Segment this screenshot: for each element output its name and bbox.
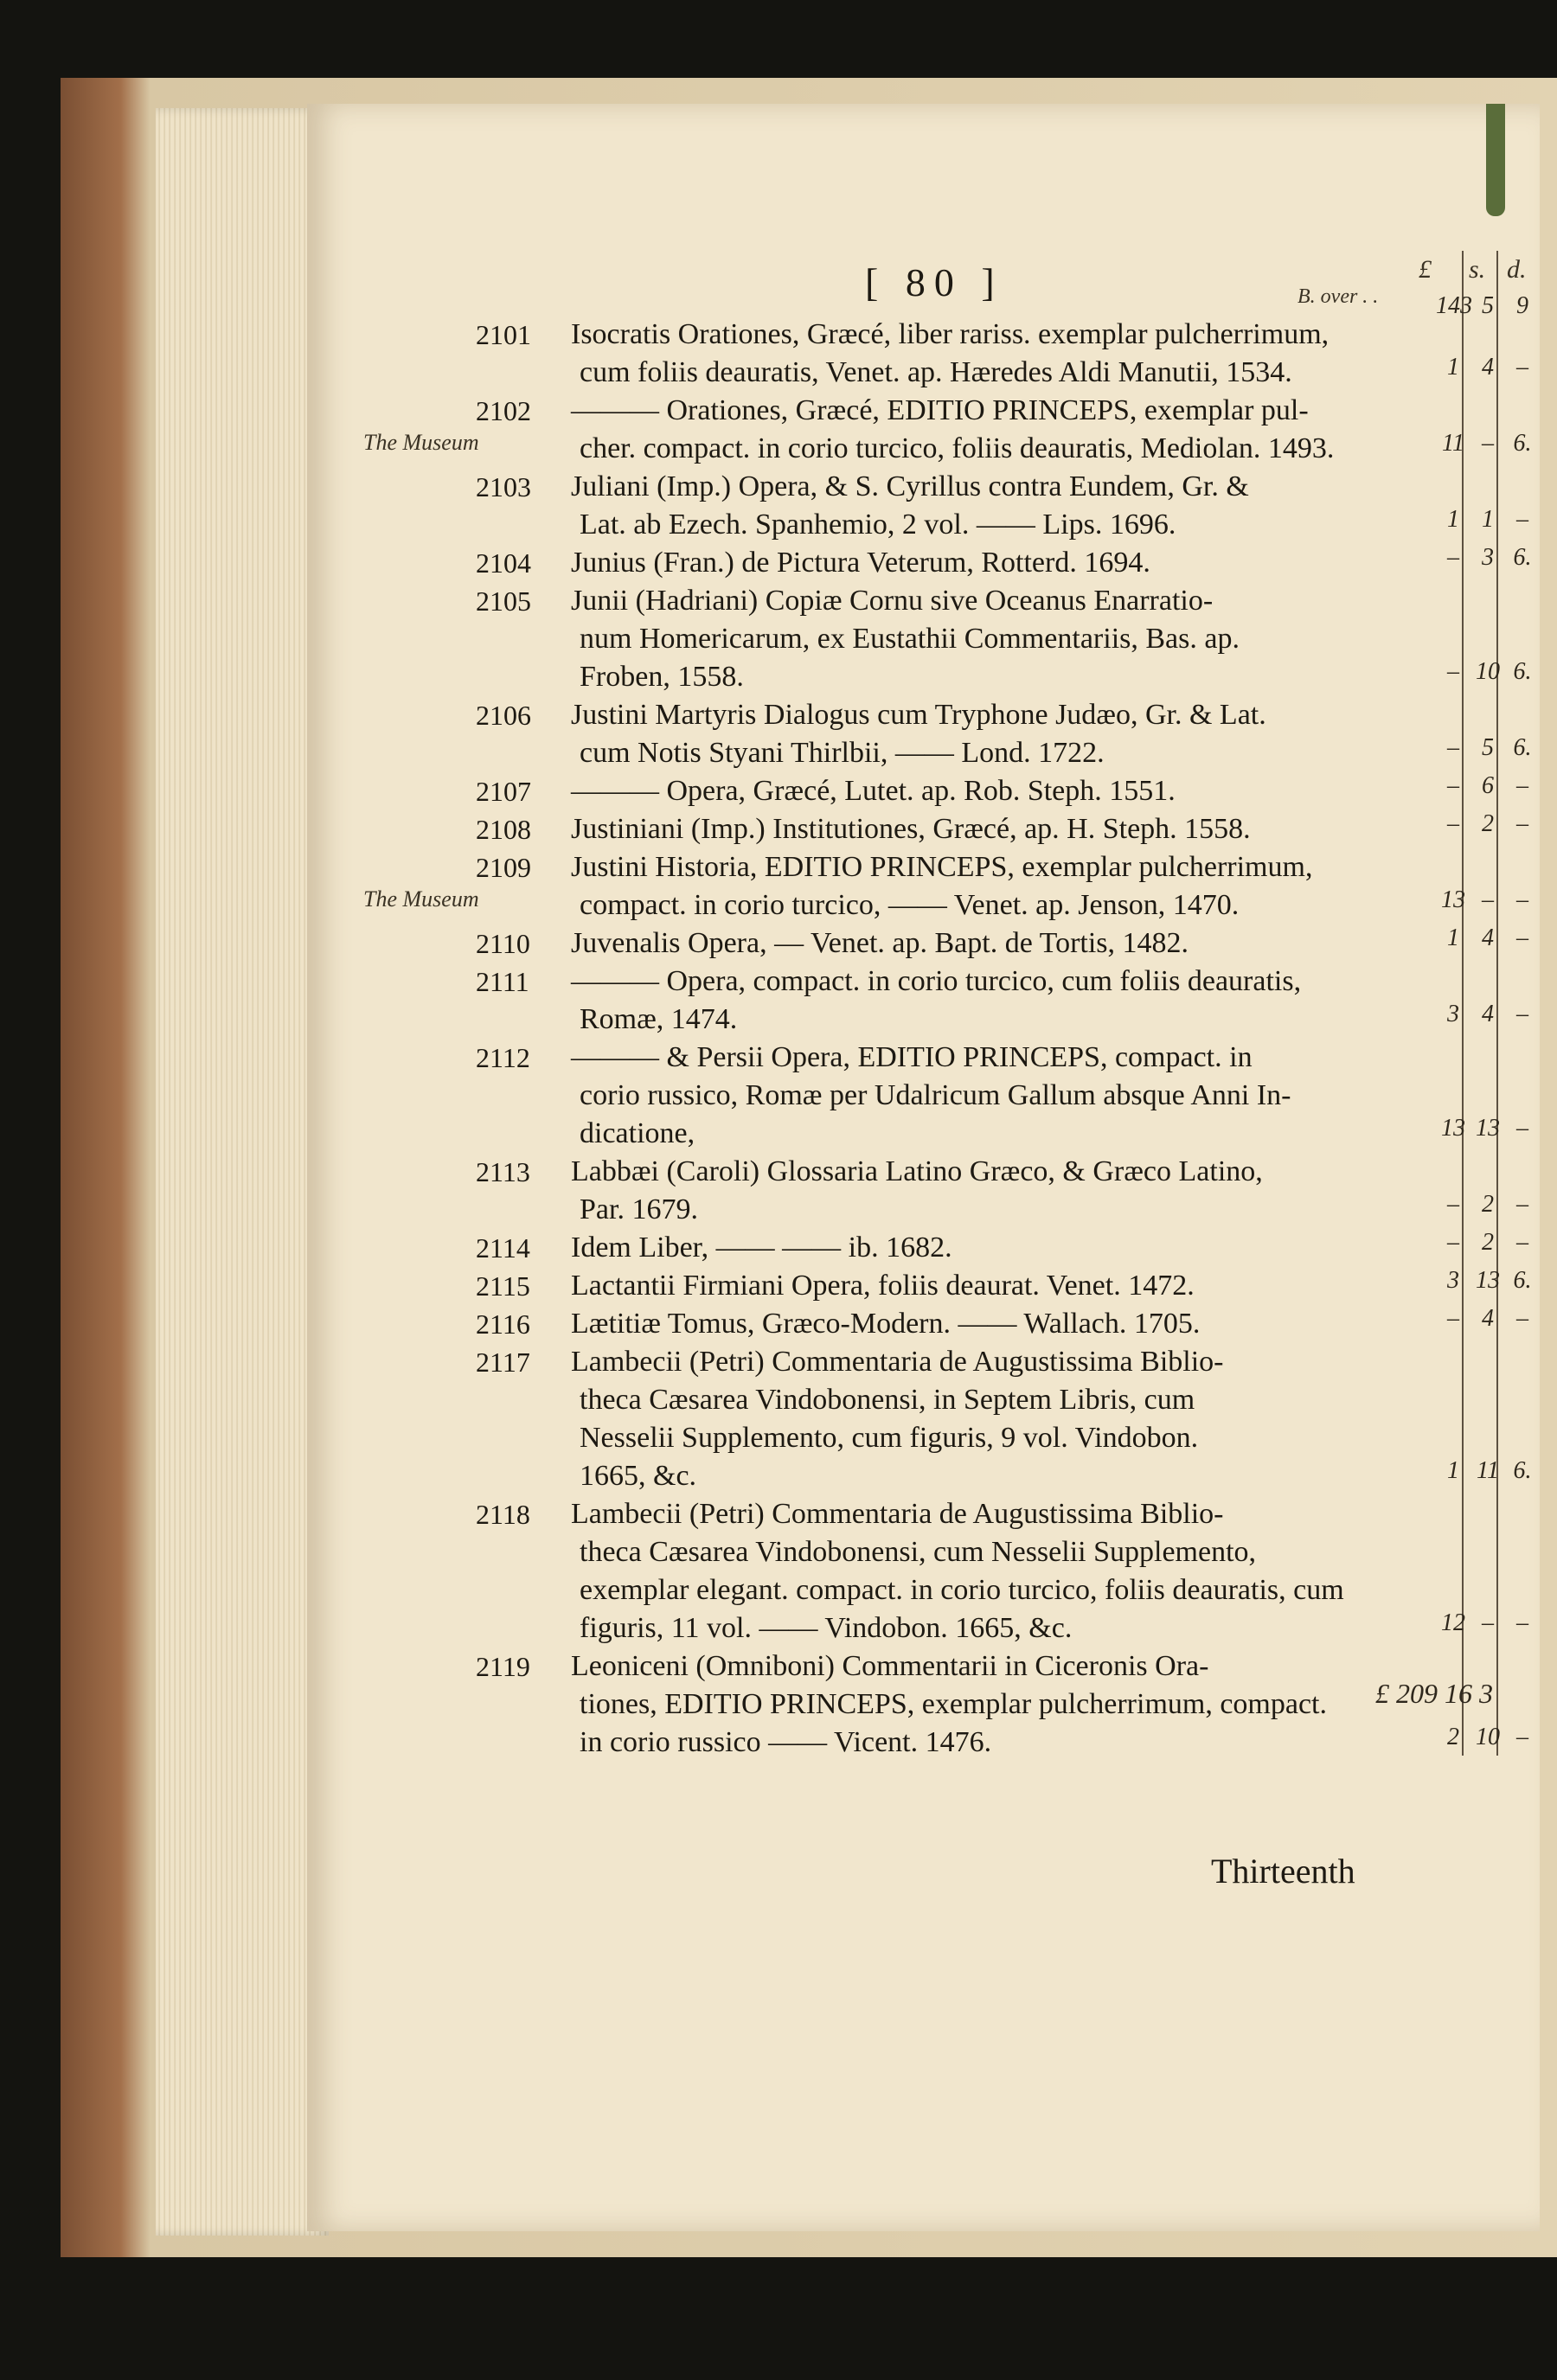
price-column	[1436, 734, 1540, 762]
catalogue-entry	[476, 963, 1436, 1039]
price-column	[1436, 1229, 1540, 1257]
price-value: –	[1516, 1609, 1528, 1636]
entry-line: num Homericarum, ex Eustathii Commentariis, Bas. ap.	[580, 623, 1240, 655]
entry-line: 1665, &c.	[580, 1460, 697, 1492]
price-value: –	[1516, 1305, 1528, 1332]
catalogue-entry	[476, 1153, 1436, 1229]
price-value: 3	[1482, 544, 1494, 571]
catalogue-entry	[476, 1267, 1436, 1305]
price-value: 1	[1447, 924, 1459, 951]
price-value: 4	[1482, 354, 1494, 381]
price-value: 6.	[1513, 734, 1532, 761]
price-value: –	[1482, 1609, 1494, 1636]
price-value: –	[1482, 430, 1494, 457]
price-column	[1436, 810, 1540, 838]
price-value: –	[1516, 772, 1528, 799]
price-column	[1436, 658, 1540, 686]
price-column	[1436, 1305, 1540, 1333]
price-value: 1	[1482, 506, 1494, 533]
page-header: [ 80 ]	[865, 260, 1003, 304]
entry-line: cher. compact. in corio turcico, foliis deauratis, Mediolan. 1493.	[580, 432, 1335, 464]
catalogue-entry	[476, 1039, 1436, 1153]
carried-values: 143 5 9	[1436, 292, 1528, 319]
catalogue-entry	[476, 696, 1436, 772]
entry-line: Lætitiæ Tomus, Græco-Modern. —— Wallach. 1705.	[571, 1308, 1201, 1340]
price-value: 4	[1482, 1001, 1494, 1027]
margin-annotation: The Museum	[363, 430, 479, 455]
price-value: –	[1516, 354, 1528, 381]
price-column	[1436, 886, 1540, 914]
entry-line: Romæ, 1474.	[580, 1003, 738, 1035]
entry-line: Lambecii (Petri) Commentaria de Augustissima Biblio-	[571, 1498, 1224, 1530]
price-value: 2	[1482, 810, 1494, 837]
entry-line: Par. 1679.	[580, 1193, 698, 1225]
price-value: 6.	[1513, 544, 1532, 571]
price-value: –	[1516, 1115, 1528, 1142]
price-value: 2	[1482, 1229, 1494, 1256]
price-value: 10	[1476, 658, 1500, 685]
pounds-heading: £	[1419, 255, 1432, 284]
entry-number: 2118	[476, 1499, 530, 1530]
price-value: 6.	[1513, 658, 1532, 685]
price-value: 1	[1447, 1457, 1459, 1484]
entry-line: tiones, EDITIO PRINCEPS, exemplar pulcherrimum, compact.	[580, 1688, 1327, 1720]
price-value: –	[1447, 1191, 1459, 1218]
price-column	[1436, 1001, 1540, 1028]
shillings-heading: s.	[1469, 255, 1486, 284]
margin-annotation: The Museum	[363, 886, 479, 912]
catalogue-entry	[476, 1229, 1436, 1267]
price-column	[1436, 924, 1540, 952]
catalogue-entry	[476, 924, 1436, 963]
price-value: –	[1447, 734, 1459, 761]
price-value: 6.	[1513, 1267, 1532, 1294]
price-value: –	[1516, 1724, 1528, 1750]
price-column	[1436, 772, 1540, 800]
entry-line: in corio russico —— Vicent. 1476.	[580, 1726, 992, 1758]
price-column	[1436, 1724, 1540, 1751]
entry-line: Labbæi (Caroli) Glossaria Latino Græco, & Græco Latino,	[571, 1155, 1263, 1187]
entry-line: Juliani (Imp.) Opera, & S. Cyrillus contra Eundem, Gr. &	[571, 470, 1249, 502]
price-value: –	[1516, 1191, 1528, 1218]
price-value: 12	[1441, 1609, 1465, 1636]
price-column	[1436, 544, 1540, 572]
entry-line: Juvenalis Opera, — Venet. ap. Bapt. de Tortis, 1482.	[571, 927, 1189, 959]
entry-line: exemplar elegant. compact. in corio turcico, foliis deauratis, cum	[580, 1574, 1344, 1606]
price-value: –	[1447, 1305, 1459, 1332]
entry-number: 2111	[476, 966, 529, 997]
catalogue-entry	[476, 772, 1436, 810]
entry-number: 2113	[476, 1156, 530, 1187]
catalogue-entry	[476, 1495, 1436, 1647]
price-value: –	[1447, 544, 1459, 571]
price-value: –	[1447, 658, 1459, 685]
entry-line: Junii (Hadriani) Copiæ Cornu sive Oceanus Enarratio-	[571, 585, 1214, 617]
entry-number: 2112	[476, 1042, 530, 1073]
entry-number: 2102	[476, 395, 531, 426]
entry-line: ——— Opera, Græcé, Lutet. ap. Rob. Steph. 1551.	[571, 775, 1176, 807]
price-value: 1	[1447, 506, 1459, 533]
entry-number: 2114	[476, 1232, 530, 1264]
price-column	[1436, 430, 1540, 457]
entry-number: 2109	[476, 852, 531, 883]
catchword: Thirteenth	[1211, 1852, 1355, 1891]
price-value: 1	[1447, 354, 1459, 381]
pence-heading: d.	[1507, 255, 1527, 284]
entry-line: Isocratis Orationes, Græcé, liber rariss. exemplar pulcherrimum,	[571, 318, 1330, 350]
entry-number: 2119	[476, 1651, 530, 1682]
price-value: 6	[1482, 772, 1494, 799]
price-value: –	[1482, 886, 1494, 913]
entry-line: ——— Opera, compact. in corio turcico, cum foliis deauratis,	[571, 965, 1302, 997]
price-value: 13	[1476, 1267, 1500, 1294]
entry-line: Froben, 1558.	[580, 661, 744, 693]
entry-line: ——— Orationes, Græcé, EDITIO PRINCEPS, exemplar pul-	[571, 394, 1309, 426]
price-value: 6.	[1513, 1457, 1532, 1484]
price-column	[1436, 506, 1540, 534]
catalogue-entry	[476, 810, 1436, 848]
price-value: –	[1516, 810, 1528, 837]
price-value: 5	[1482, 734, 1494, 761]
entry-line: cum foliis deauratis, Venet. ap. Hæredes Aldi Manutii, 1534.	[580, 356, 1292, 388]
price-value: 6.	[1513, 430, 1532, 457]
catalogue-entries	[476, 316, 1436, 1762]
price-value: 11	[1477, 1457, 1499, 1484]
price-value: 13	[1441, 1115, 1465, 1142]
entry-number: 2108	[476, 814, 531, 845]
entry-line: Nesselii Supplemento, cum figuris, 9 vol. Vindobon.	[580, 1422, 1199, 1454]
price-value: –	[1447, 1229, 1459, 1256]
catalogue-entry	[476, 1647, 1436, 1762]
price-column	[1436, 1115, 1540, 1142]
price-value: –	[1447, 772, 1459, 799]
entry-line: cum Notis Styani Thirlbii, —— Lond. 1722.	[580, 737, 1105, 769]
entry-number: 2101	[476, 319, 531, 350]
entry-number: 2115	[476, 1270, 530, 1302]
entry-number: 2103	[476, 471, 531, 502]
price-column	[1436, 354, 1540, 381]
entry-line: Lambecii (Petri) Commentaria de Augustissima Biblio-	[571, 1346, 1224, 1378]
entry-line: Lat. ab Ezech. Spanhemio, 2 vol. —— Lips. 1696.	[580, 509, 1176, 541]
price-column	[1436, 1267, 1540, 1295]
entry-number: 2116	[476, 1308, 530, 1340]
entry-line: Leoniceni (Omniboni) Commentarii in Ciceronis Ora-	[571, 1650, 1209, 1682]
entry-number: 2105	[476, 585, 531, 617]
price-value: –	[1447, 810, 1459, 837]
entry-number: 2117	[476, 1347, 530, 1378]
price-value: 11	[1442, 430, 1464, 457]
price-value: 4	[1482, 1305, 1494, 1332]
price-value: –	[1516, 1001, 1528, 1027]
price-value: –	[1516, 886, 1528, 913]
catalogue-entry	[476, 1305, 1436, 1343]
price-value: 10	[1476, 1724, 1500, 1750]
catalogue-entry	[476, 392, 1436, 468]
price-column	[1436, 1191, 1540, 1219]
entry-number: 2106	[476, 700, 531, 731]
price-value: 4	[1482, 924, 1494, 951]
entry-line: Junius (Fran.) de Pictura Veterum, Rotterd. 1694.	[571, 547, 1150, 579]
entry-line: theca Cæsarea Vindobonensi, in Septem Libris, cum	[580, 1384, 1195, 1416]
entry-number: 2110	[476, 928, 530, 959]
price-value: 3	[1447, 1267, 1459, 1294]
entry-line: Idem Liber, —— —— ib. 1682.	[571, 1232, 952, 1264]
entry-line: Lactantii Firmiani Opera, foliis deaurat. Venet. 1472.	[571, 1270, 1195, 1302]
price-value: 2	[1482, 1191, 1494, 1218]
entry-line: dicatione,	[580, 1117, 695, 1149]
carried-over-label: B. over . .	[1298, 285, 1379, 308]
entry-line: theca Cæsarea Vindobonensi, cum Nesselii Supplemento,	[580, 1536, 1257, 1568]
price-value: 2	[1447, 1724, 1459, 1750]
catalogue-entry	[476, 1343, 1436, 1495]
entry-number: 2107	[476, 776, 531, 807]
catalogue-entry	[476, 582, 1436, 696]
price-column	[1436, 1457, 1540, 1485]
catalogue-entry	[476, 468, 1436, 544]
entry-line: compact. in corio turcico, —— Venet. ap. Jenson, 1470.	[580, 889, 1240, 921]
page-total: £ 209 16 3	[1375, 1678, 1493, 1709]
entry-number: 2104	[476, 547, 531, 579]
entry-line: Justiniani (Imp.) Institutiones, Græcé, ap. H. Steph. 1558.	[571, 813, 1251, 845]
entry-line: corio russico, Romæ per Udalricum Gallum absque Anni In-	[580, 1079, 1291, 1111]
catalogue-entry	[476, 848, 1436, 924]
price-value: 13	[1441, 886, 1465, 913]
price-value: –	[1516, 1229, 1528, 1256]
entry-line: figuris, 11 vol. —— Vindobon. 1665, &c.	[580, 1612, 1073, 1644]
catalogue-entry	[476, 316, 1436, 392]
entry-line: Justini Martyris Dialogus cum Tryphone Judæo, Gr. & Lat.	[571, 699, 1266, 731]
price-value: –	[1516, 924, 1528, 951]
price-column	[1436, 1609, 1540, 1637]
catalogue-entry	[476, 544, 1436, 582]
price-value: 3	[1447, 1001, 1459, 1027]
page-edges	[156, 108, 329, 2236]
price-value: –	[1516, 506, 1528, 533]
bookmark-clip	[1486, 104, 1505, 216]
entry-line: Justini Historia, EDITIO PRINCEPS, exemplar pulcherrimum,	[571, 851, 1313, 883]
price-value: 13	[1476, 1115, 1500, 1142]
entry-line: ——— & Persii Opera, EDITIO PRINCEPS, compact. in	[571, 1041, 1253, 1073]
